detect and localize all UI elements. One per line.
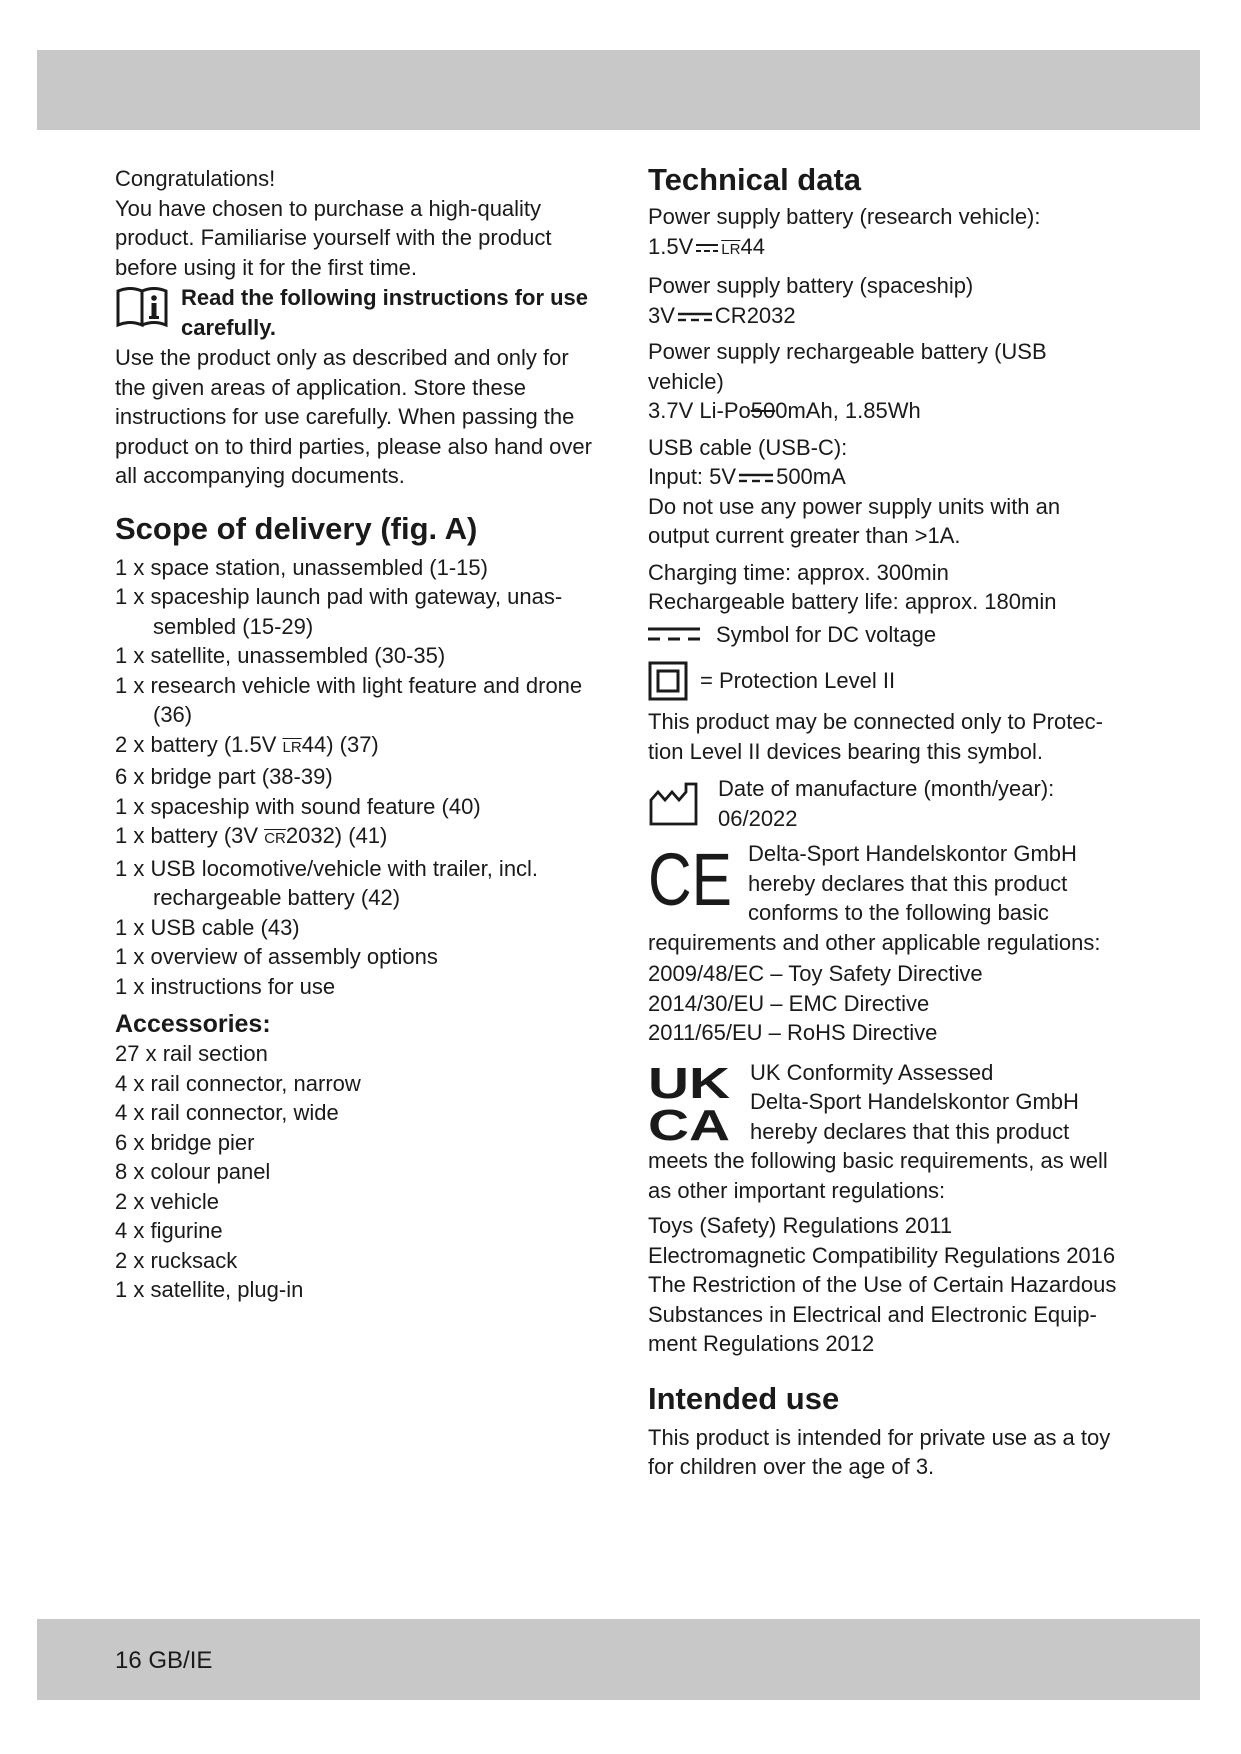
spaceship-value: 3V CR2032 [648, 302, 796, 328]
regulation-item: Electromagnetic Compatibility Regulations 2016 [648, 1242, 1116, 1268]
list-item: 4 x figurine [115, 1218, 223, 1243]
dc-marked-code: $\overline{CR}$ [264, 830, 286, 847]
manufacture-date-label: Date of manufacture (month/year): [718, 776, 1055, 801]
ukca-declaration-cont: meets the following basic requirements, as well as other important regulations: [648, 1148, 1108, 1203]
usb-cable-input: Input: 5V 500mA [648, 464, 846, 489]
research-vehicle-label: Power supply battery (research vehicle): [648, 204, 1041, 229]
footer-band [37, 1619, 1200, 1700]
usb-cable-warning: Do not use any power supply units with an output current greater than >1A. [648, 493, 1061, 548]
list-item: 1 x satellite, plug-in [115, 1277, 304, 1302]
technical-data-heading: Technical data [648, 162, 862, 197]
list-item: 1 x space station, unassembled (1-15) [115, 554, 488, 580]
list-item: 6 x bridge part (38-39) [115, 764, 333, 789]
protection-label: = Protection Level II [700, 668, 896, 694]
ukca-mark-logo [648, 1058, 732, 1150]
accessories-heading: Accessories: [115, 1010, 271, 1038]
list-item: 1 x research vehicle with light feature and drone (36) [115, 672, 583, 727]
directive-item: 2014/30/EU – EMC Directive [648, 990, 930, 1016]
dc-voltage-icon [678, 311, 712, 323]
protection-class-ii-icon [648, 661, 688, 701]
directive-item: 2009/48/EC – Toy Safety Directive [648, 961, 983, 986]
dc-marked-code: 50 [750, 398, 776, 423]
research-vehicle-value: 1.5V $\overline{LR}44$ [648, 233, 765, 259]
intro-usage: Use the product only as described and only for the given areas of application. Store these instructions for use carefully. When passing the product on to third parties, please also hand over all accompanying documents. [115, 345, 592, 488]
ce-logo-text: CE [648, 838, 732, 921]
list-item: 2 x battery (1.5V $\overline{LR}44$) (37) [115, 731, 379, 757]
page-number: 16 GB/IE [115, 1647, 213, 1674]
dc-marked-code: $\overline{LR}$ [282, 738, 302, 756]
ukca-logo-line2: CA [648, 1100, 730, 1150]
manufacture-date-row [648, 774, 1118, 833]
scope-heading: Scope of delivery (fig. A) [115, 510, 478, 546]
manufacture-date-icon [648, 780, 700, 828]
list-item: 27 x rail section [115, 1041, 268, 1066]
scope-list [115, 553, 605, 1002]
dc-symbol-label: Symbol for DC voltage [716, 621, 937, 647]
list-item: 1 x USB cable (43) [115, 914, 300, 940]
regulation-item: The Restriction of the Use of Certain Hazardous Substances in Electrical and Electronic Equipment Regulations 2012 [648, 1272, 1117, 1356]
manufacture-date-value: 06/2022 [718, 805, 798, 831]
list-item: 6 x bridge pier [115, 1129, 255, 1155]
list-item: 1 x battery (3V $\overline{CR}2032$) (41) [115, 823, 388, 848]
ukca-title: UK Conformity Assessed [750, 1059, 994, 1085]
battery-life: Rechargeable battery life: approx. 180min [648, 589, 1057, 614]
ukca-logo-line1: UK [648, 1058, 731, 1108]
directive-item: 2011/65/EU – RoHS Directive [648, 1020, 938, 1045]
usb-cable-label: USB cable (USB-C): [648, 434, 848, 460]
intended-use-heading: Intended use [648, 1380, 840, 1416]
regulation-item: Toys (Safety) Regulations 2011 [648, 1213, 953, 1238]
list-item: 1 x spaceship with sound feature (40) [115, 793, 481, 819]
intro-congrats: Congratulations! [115, 166, 276, 191]
list-item: 1 x USB locomotive/vehicle with trailer, incl. rechargeable battery (42) [115, 855, 539, 910]
intended-use-body: This product is intended for private use as a toy for children over the age of 3. [648, 1424, 1111, 1479]
header-band [37, 50, 1200, 130]
usb-vehicle-label: Power supply rechargeable battery (USB vehicle) [648, 339, 1047, 394]
usb-vehicle-value: 3.7V Li-Po500mAh, 1.85Wh [648, 398, 921, 423]
ce-mark-logo [648, 838, 734, 921]
list-item: 4 x rail connector, narrow [115, 1070, 361, 1096]
ukca-declaration-row [648, 1058, 1118, 1150]
dc-voltage-icon [648, 625, 700, 643]
list-item: 8 x colour panel [115, 1159, 271, 1184]
accessories-list [115, 1039, 605, 1305]
list-item: 2 x vehicle [115, 1188, 219, 1214]
protection-note: This product may be connected only to Protection Level II devices bearing this symbol. [648, 709, 1103, 764]
intro-body: You have chosen to purchase a high-quality product. Familiarise yourself with the product before using it for the first time. [115, 195, 552, 280]
list-item: 4 x rail connector, wide [115, 1100, 339, 1125]
list-item: 1 x satellite, unassembled (30-35) [115, 643, 446, 668]
notice-text: Read the following instructions for use carefully. [181, 285, 589, 340]
read-instructions-notice [115, 283, 605, 343]
dc-symbol-row [648, 620, 1118, 650]
list-item: 1 x overview of assembly options [115, 944, 438, 969]
dc-marked-code: $\overline{LR}$ [721, 240, 741, 258]
protection-row [648, 661, 1118, 701]
list-item: 2 x rucksack [115, 1247, 238, 1273]
ce-declaration-cont: requirements and other applicable regulations: [648, 929, 1101, 955]
right-column [648, 164, 1118, 1482]
ce-declaration-row [648, 839, 1118, 928]
left-column [115, 164, 605, 1305]
manual-info-icon [115, 285, 171, 329]
list-item: 1 x instructions for use [115, 973, 336, 999]
ce-declaration: Delta-Sport Handelskontor GmbH hereby declares that this product conforms to the following basic [748, 841, 1077, 925]
list-item: 1 x spaceship launch pad with gateway, unassembled (15-29) [115, 584, 563, 639]
spaceship-label: Power supply battery (spaceship) [648, 273, 974, 298]
dc-voltage-icon [696, 242, 718, 254]
ukca-declaration: Delta-Sport Handelskontor GmbH hereby declares that this product [750, 1089, 1079, 1144]
charging-time: Charging time: approx. 300min [648, 559, 949, 585]
dc-voltage-icon [739, 472, 773, 484]
